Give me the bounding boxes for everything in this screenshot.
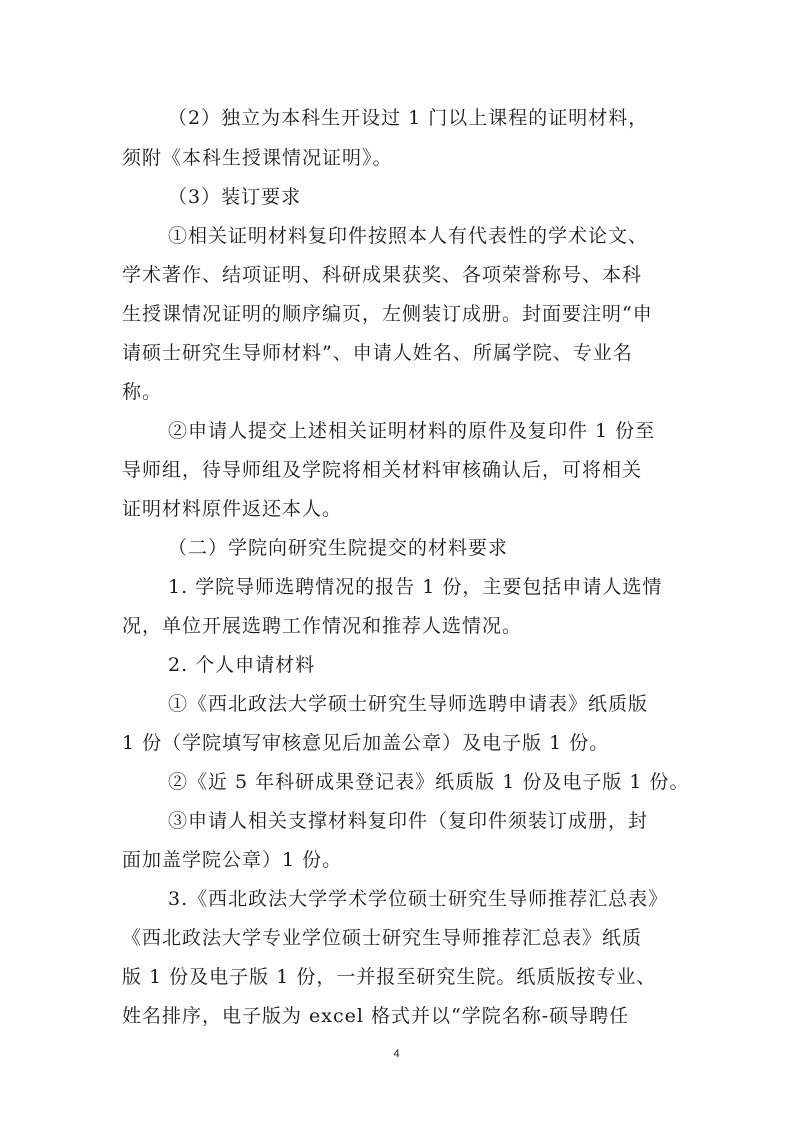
paragraph-line: ①相关证明材料复印件按照本人有代表性的学术论文、 bbox=[168, 225, 649, 247]
paragraph-line: 须附《本科生授课情况证明》。 bbox=[122, 147, 393, 169]
paragraph-line: 1. 学院导师选聘情况的报告 1 份，主要包括申请人选情 bbox=[168, 576, 663, 598]
paragraph-line: ②申请人提交上述相关证明材料的原件及复印件 1 份至 bbox=[168, 420, 656, 442]
section-heading: （二）学院向研究生院提交的材料要求 bbox=[168, 537, 509, 559]
paragraph-line: 生授课情况证明的顺序编页，左侧装订成册。封面要注明“申 bbox=[122, 303, 653, 325]
section-heading: 2. 个人申请材料 bbox=[168, 654, 316, 676]
paragraph-line: ②《近 5 年科研成果登记表》纸质版 1 份及电子版 1 份。 bbox=[168, 771, 690, 793]
paragraph-line: 3.《西北政法大学学术学位硕士研究生导师推荐汇总表》 bbox=[168, 888, 669, 910]
paragraph-line: 导师组，待导师组及学院将相关材料审核确认后，可将相关 bbox=[122, 459, 643, 481]
paragraph-line: 况，单位开展选聘工作情况和推荐人选情况。 bbox=[122, 615, 523, 637]
page-number: 4 bbox=[393, 1048, 400, 1060]
paragraph-line: ①《西北政法大学硕士研究生导师选聘申请表》纸质版 bbox=[168, 693, 649, 715]
paragraph-line: 证明材料原件返还本人。 bbox=[122, 498, 343, 520]
section-heading: （3）装订要求 bbox=[168, 186, 302, 208]
paragraph-line: 面加盖学院公章）1 份。 bbox=[122, 849, 343, 871]
paragraph-line: （2）独立为本科生开设过 1 门以上课程的证明材料， bbox=[168, 107, 649, 129]
paragraph-line: 姓名排序，电子版为 excel 格式并以“学院名称-硕导聘任 bbox=[122, 1005, 630, 1027]
paragraph-line: 《西北政法大学专业学位硕士研究生导师推荐汇总表》纸质 bbox=[122, 927, 643, 949]
paragraph-line: 1 份（学院填写审核意见后加盖公章）及电子版 1 份。 bbox=[122, 732, 610, 754]
paragraph-line: 版 1 份及电子版 1 份，一并报至研究生院。纸质版按专业、 bbox=[122, 966, 657, 988]
paragraph-line: ③申请人相关支撑材料复印件（复印件须装订成册，封 bbox=[168, 810, 649, 832]
paragraph-line: 请硕士研究生导师材料”、申请人姓名、所属学院、专业名 bbox=[122, 342, 633, 364]
paragraph-line: 称。 bbox=[122, 381, 163, 403]
paragraph-line: 学术著作、结项证明、科研成果获奖、各项荣誉称号、本科 bbox=[122, 264, 643, 286]
